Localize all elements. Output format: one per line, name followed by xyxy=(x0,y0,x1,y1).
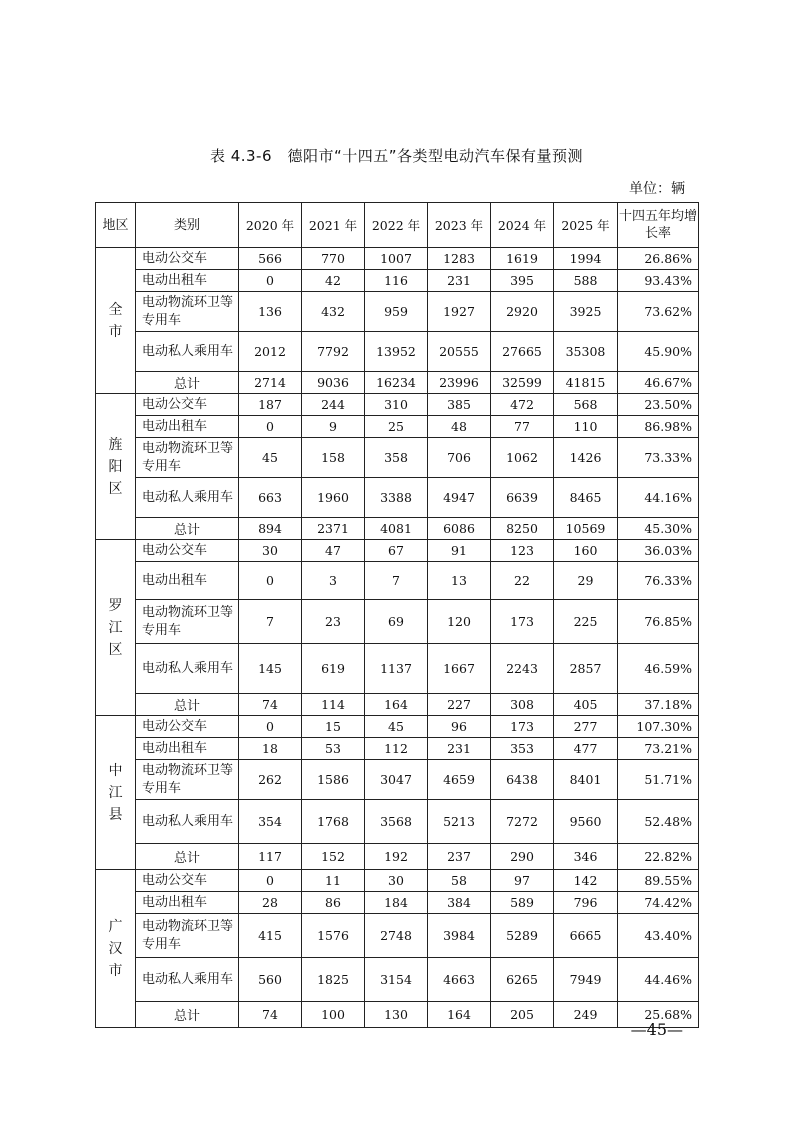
value-cell: 353 xyxy=(491,738,554,760)
table-row xyxy=(96,870,699,892)
table-row xyxy=(96,540,699,562)
growth-rate-cell: 73.62% xyxy=(618,292,699,332)
value-cell: 7272 xyxy=(491,800,554,844)
table-row xyxy=(96,292,699,332)
table-row xyxy=(96,332,699,372)
value-cell: 0 xyxy=(239,416,302,438)
growth-rate-cell: 26.86% xyxy=(618,248,699,270)
value-cell: 1619 xyxy=(491,248,554,270)
table-row xyxy=(96,416,699,438)
growth-rate-cell: 46.59% xyxy=(618,644,699,694)
value-cell: 589 xyxy=(491,892,554,914)
value-cell: 130 xyxy=(365,1002,428,1028)
growth-rate-cell: 46.67% xyxy=(618,372,699,394)
value-cell: 290 xyxy=(491,844,554,870)
value-cell: 5213 xyxy=(428,800,491,844)
region-cell: 旌阳区 xyxy=(96,394,136,540)
table-row xyxy=(96,694,699,716)
value-cell: 4081 xyxy=(365,518,428,540)
category-cell: 电动公交车 xyxy=(136,540,239,562)
table-row xyxy=(96,394,699,416)
category-cell: 电动公交车 xyxy=(136,870,239,892)
growth-rate-cell: 37.18% xyxy=(618,694,699,716)
category-cell: 电动私人乘用车 xyxy=(136,478,239,518)
table-row xyxy=(96,958,699,1002)
growth-rate-cell: 52.48% xyxy=(618,800,699,844)
value-cell: 770 xyxy=(302,248,365,270)
header-growth-rate: 十四五年均增长率 xyxy=(618,203,699,248)
value-cell: 308 xyxy=(491,694,554,716)
value-cell: 9036 xyxy=(302,372,365,394)
category-cell: 电动物流环卫等专用车 xyxy=(136,600,239,644)
value-cell: 395 xyxy=(491,270,554,292)
table-row xyxy=(96,518,699,540)
header-region: 地区 xyxy=(96,203,136,248)
table-row xyxy=(96,600,699,644)
value-cell: 1927 xyxy=(428,292,491,332)
header-category: 类别 xyxy=(136,203,239,248)
growth-rate-cell: 43.40% xyxy=(618,914,699,958)
value-cell: 1825 xyxy=(302,958,365,1002)
value-cell: 3154 xyxy=(365,958,428,1002)
value-cell: 0 xyxy=(239,270,302,292)
value-cell: 706 xyxy=(428,438,491,478)
value-cell: 2012 xyxy=(239,332,302,372)
growth-rate-cell: 45.90% xyxy=(618,332,699,372)
value-cell: 112 xyxy=(365,738,428,760)
value-cell: 67 xyxy=(365,540,428,562)
value-cell: 7792 xyxy=(302,332,365,372)
value-cell: 1994 xyxy=(554,248,618,270)
growth-rate-cell: 44.46% xyxy=(618,958,699,1002)
header-year: 2024 年 xyxy=(491,203,554,248)
value-cell: 4947 xyxy=(428,478,491,518)
table-row xyxy=(96,844,699,870)
value-cell: 2920 xyxy=(491,292,554,332)
value-cell: 588 xyxy=(554,270,618,292)
table-row xyxy=(96,248,699,270)
value-cell: 13952 xyxy=(365,332,428,372)
value-cell: 187 xyxy=(239,394,302,416)
value-cell: 959 xyxy=(365,292,428,332)
category-cell: 总计 xyxy=(136,694,239,716)
value-cell: 142 xyxy=(554,870,618,892)
table-row xyxy=(96,1002,699,1028)
value-cell: 231 xyxy=(428,738,491,760)
header-year: 2023 年 xyxy=(428,203,491,248)
value-cell: 619 xyxy=(302,644,365,694)
category-cell: 电动出租车 xyxy=(136,270,239,292)
value-cell: 2857 xyxy=(554,644,618,694)
value-cell: 184 xyxy=(365,892,428,914)
value-cell: 6086 xyxy=(428,518,491,540)
growth-rate-cell: 76.33% xyxy=(618,562,699,600)
value-cell: 2371 xyxy=(302,518,365,540)
value-cell: 116 xyxy=(365,270,428,292)
value-cell: 6438 xyxy=(491,760,554,800)
value-cell: 35308 xyxy=(554,332,618,372)
value-cell: 164 xyxy=(428,1002,491,1028)
value-cell: 1960 xyxy=(302,478,365,518)
value-cell: 415 xyxy=(239,914,302,958)
value-cell: 45 xyxy=(239,438,302,478)
region-cell: 广汉市 xyxy=(96,870,136,1028)
value-cell: 231 xyxy=(428,270,491,292)
value-cell: 13 xyxy=(428,562,491,600)
value-cell: 0 xyxy=(239,562,302,600)
header-year: 2025 年 xyxy=(554,203,618,248)
growth-rate-cell: 76.85% xyxy=(618,600,699,644)
value-cell: 47 xyxy=(302,540,365,562)
value-cell: 1062 xyxy=(491,438,554,478)
value-cell: 23 xyxy=(302,600,365,644)
value-cell: 8250 xyxy=(491,518,554,540)
value-cell: 1586 xyxy=(302,760,365,800)
category-cell: 电动公交车 xyxy=(136,394,239,416)
growth-rate-cell: 89.55% xyxy=(618,870,699,892)
value-cell: 45 xyxy=(365,716,428,738)
value-cell: 173 xyxy=(491,600,554,644)
growth-rate-cell: 36.03% xyxy=(618,540,699,562)
value-cell: 477 xyxy=(554,738,618,760)
value-cell: 86 xyxy=(302,892,365,914)
table-row xyxy=(96,438,699,478)
value-cell: 22 xyxy=(491,562,554,600)
growth-rate-cell: 22.82% xyxy=(618,844,699,870)
category-cell: 电动出租车 xyxy=(136,892,239,914)
value-cell: 91 xyxy=(428,540,491,562)
table-row xyxy=(96,372,699,394)
table-title: 表 4.3-6 德阳市“十四五”各类型电动汽车保有量预测 xyxy=(209,147,584,165)
value-cell: 69 xyxy=(365,600,428,644)
value-cell: 472 xyxy=(491,394,554,416)
growth-rate-cell: 74.42% xyxy=(618,892,699,914)
region-cell: 罗江区 xyxy=(96,540,136,716)
category-cell: 电动出租车 xyxy=(136,416,239,438)
value-cell: 6665 xyxy=(554,914,618,958)
value-cell: 3047 xyxy=(365,760,428,800)
value-cell: 1137 xyxy=(365,644,428,694)
value-cell: 0 xyxy=(239,716,302,738)
value-cell: 4663 xyxy=(428,958,491,1002)
value-cell: 405 xyxy=(554,694,618,716)
value-cell: 6265 xyxy=(491,958,554,1002)
value-cell: 74 xyxy=(239,694,302,716)
value-cell: 7949 xyxy=(554,958,618,1002)
value-cell: 2714 xyxy=(239,372,302,394)
growth-rate-cell: 93.43% xyxy=(618,270,699,292)
value-cell: 262 xyxy=(239,760,302,800)
table-row xyxy=(96,478,699,518)
growth-rate-cell: 51.71% xyxy=(618,760,699,800)
unit-label: 单位：辆 xyxy=(629,181,685,197)
value-cell: 114 xyxy=(302,694,365,716)
table-row xyxy=(96,270,699,292)
value-cell: 152 xyxy=(302,844,365,870)
value-cell: 41815 xyxy=(554,372,618,394)
value-cell: 358 xyxy=(365,438,428,478)
value-cell: 28 xyxy=(239,892,302,914)
value-cell: 6639 xyxy=(491,478,554,518)
page-number: —45— xyxy=(630,1020,683,1039)
value-cell: 354 xyxy=(239,800,302,844)
growth-rate-cell: 73.33% xyxy=(618,438,699,478)
table-row xyxy=(96,738,699,760)
category-cell: 电动物流环卫等专用车 xyxy=(136,438,239,478)
value-cell: 97 xyxy=(491,870,554,892)
value-cell: 9560 xyxy=(554,800,618,844)
value-cell: 192 xyxy=(365,844,428,870)
growth-rate-cell: 45.30% xyxy=(618,518,699,540)
value-cell: 3925 xyxy=(554,292,618,332)
table-row xyxy=(96,716,699,738)
value-cell: 42 xyxy=(302,270,365,292)
header-row xyxy=(96,203,699,248)
value-cell: 568 xyxy=(554,394,618,416)
value-cell: 227 xyxy=(428,694,491,716)
value-cell: 160 xyxy=(554,540,618,562)
value-cell: 29 xyxy=(554,562,618,600)
value-cell: 100 xyxy=(302,1002,365,1028)
value-cell: 18 xyxy=(239,738,302,760)
category-cell: 电动公交车 xyxy=(136,716,239,738)
value-cell: 7 xyxy=(365,562,428,600)
value-cell: 77 xyxy=(491,416,554,438)
value-cell: 0 xyxy=(239,870,302,892)
value-cell: 1426 xyxy=(554,438,618,478)
value-cell: 2243 xyxy=(491,644,554,694)
growth-rate-cell: 86.98% xyxy=(618,416,699,438)
category-cell: 总计 xyxy=(136,518,239,540)
category-cell: 电动私人乘用车 xyxy=(136,800,239,844)
value-cell: 894 xyxy=(239,518,302,540)
value-cell: 96 xyxy=(428,716,491,738)
table-row xyxy=(96,914,699,958)
value-cell: 30 xyxy=(365,870,428,892)
value-cell: 48 xyxy=(428,416,491,438)
value-cell: 3388 xyxy=(365,478,428,518)
category-cell: 电动出租车 xyxy=(136,562,239,600)
value-cell: 225 xyxy=(554,600,618,644)
value-cell: 432 xyxy=(302,292,365,332)
table-row xyxy=(96,760,699,800)
value-cell: 7 xyxy=(239,600,302,644)
value-cell: 11 xyxy=(302,870,365,892)
header-year: 2022 年 xyxy=(365,203,428,248)
value-cell: 58 xyxy=(428,870,491,892)
value-cell: 4659 xyxy=(428,760,491,800)
value-cell: 560 xyxy=(239,958,302,1002)
category-cell: 电动出租车 xyxy=(136,738,239,760)
value-cell: 385 xyxy=(428,394,491,416)
value-cell: 16234 xyxy=(365,372,428,394)
value-cell: 53 xyxy=(302,738,365,760)
value-cell: 136 xyxy=(239,292,302,332)
region-cell: 全市 xyxy=(96,248,136,394)
value-cell: 346 xyxy=(554,844,618,870)
value-cell: 384 xyxy=(428,892,491,914)
value-cell: 32599 xyxy=(491,372,554,394)
value-cell: 310 xyxy=(365,394,428,416)
category-cell: 电动私人乘用车 xyxy=(136,958,239,1002)
category-cell: 电动公交车 xyxy=(136,248,239,270)
growth-rate-cell: 44.16% xyxy=(618,478,699,518)
value-cell: 3984 xyxy=(428,914,491,958)
value-cell: 8465 xyxy=(554,478,618,518)
value-cell: 20555 xyxy=(428,332,491,372)
value-cell: 277 xyxy=(554,716,618,738)
value-cell: 1283 xyxy=(428,248,491,270)
header-year: 2021 年 xyxy=(302,203,365,248)
value-cell: 8401 xyxy=(554,760,618,800)
value-cell: 1667 xyxy=(428,644,491,694)
growth-rate-cell: 25.68% xyxy=(618,1002,699,1028)
value-cell: 173 xyxy=(491,716,554,738)
table-row xyxy=(96,892,699,914)
region-cell: 中江县 xyxy=(96,716,136,870)
category-cell: 电动私人乘用车 xyxy=(136,644,239,694)
category-cell: 电动物流环卫等专用车 xyxy=(136,760,239,800)
value-cell: 1007 xyxy=(365,248,428,270)
value-cell: 796 xyxy=(554,892,618,914)
value-cell: 23996 xyxy=(428,372,491,394)
category-cell: 电动私人乘用车 xyxy=(136,332,239,372)
value-cell: 117 xyxy=(239,844,302,870)
value-cell: 9 xyxy=(302,416,365,438)
value-cell: 110 xyxy=(554,416,618,438)
value-cell: 27665 xyxy=(491,332,554,372)
value-cell: 2748 xyxy=(365,914,428,958)
growth-rate-cell: 23.50% xyxy=(618,394,699,416)
value-cell: 164 xyxy=(365,694,428,716)
category-cell: 电动物流环卫等专用车 xyxy=(136,914,239,958)
value-cell: 1576 xyxy=(302,914,365,958)
header-year: 2020 年 xyxy=(239,203,302,248)
value-cell: 30 xyxy=(239,540,302,562)
value-cell: 10569 xyxy=(554,518,618,540)
value-cell: 158 xyxy=(302,438,365,478)
value-cell: 5289 xyxy=(491,914,554,958)
value-cell: 74 xyxy=(239,1002,302,1028)
value-cell: 120 xyxy=(428,600,491,644)
value-cell: 15 xyxy=(302,716,365,738)
value-cell: 249 xyxy=(554,1002,618,1028)
table-row xyxy=(96,562,699,600)
growth-rate-cell: 107.30% xyxy=(618,716,699,738)
value-cell: 145 xyxy=(239,644,302,694)
value-cell: 3568 xyxy=(365,800,428,844)
value-cell: 123 xyxy=(491,540,554,562)
value-cell: 237 xyxy=(428,844,491,870)
category-cell: 总计 xyxy=(136,844,239,870)
value-cell: 3 xyxy=(302,562,365,600)
table-row xyxy=(96,644,699,694)
category-cell: 电动物流环卫等专用车 xyxy=(136,292,239,332)
table-row xyxy=(96,800,699,844)
value-cell: 205 xyxy=(491,1002,554,1028)
category-cell: 总计 xyxy=(136,372,239,394)
forecast-table xyxy=(95,202,699,1028)
category-cell: 总计 xyxy=(136,1002,239,1028)
growth-rate-cell: 73.21% xyxy=(618,738,699,760)
value-cell: 663 xyxy=(239,478,302,518)
value-cell: 566 xyxy=(239,248,302,270)
value-cell: 1768 xyxy=(302,800,365,844)
value-cell: 244 xyxy=(302,394,365,416)
value-cell: 25 xyxy=(365,416,428,438)
